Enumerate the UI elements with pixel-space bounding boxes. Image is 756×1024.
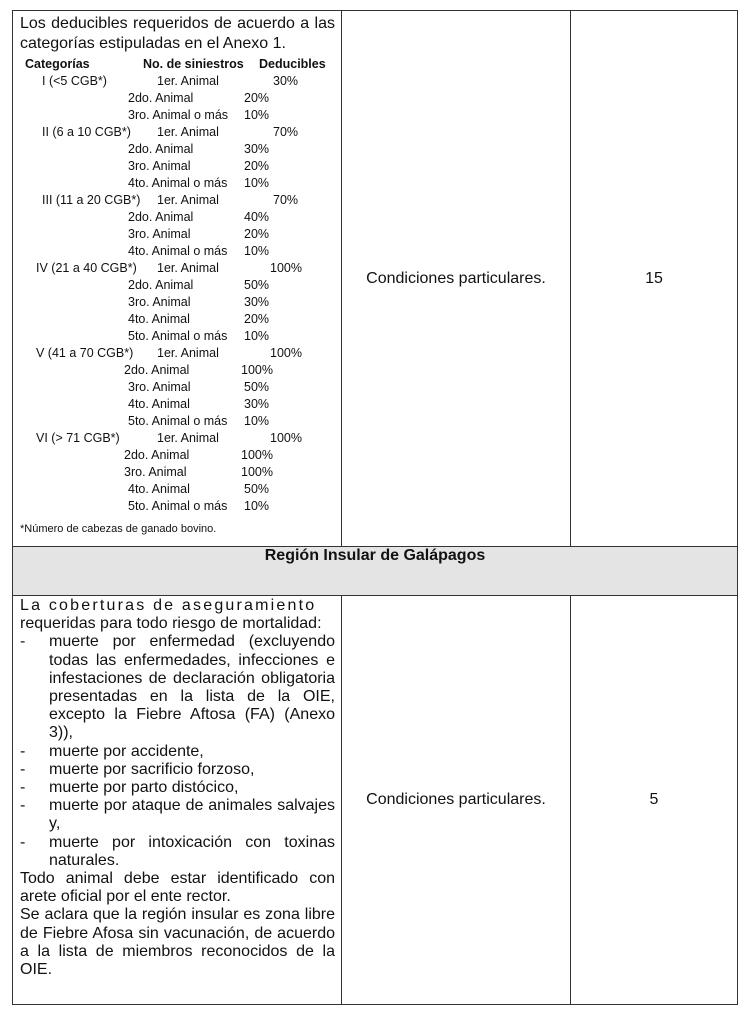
deductible-value: 50% [244, 482, 270, 496]
region-paragraph: Se aclara que la región insular es zona libre de Fiebre Afosa sin vacunación, de acuerdo a la lista de miembros reconocidos de la OIE. [20, 906, 335, 979]
deductible-claim: 2do. Animal [128, 210, 194, 224]
deductible-value: 10% [244, 329, 270, 343]
bullet-dash: - [20, 760, 26, 778]
number-value: 5 [649, 791, 659, 808]
deductible-value: 40% [244, 210, 270, 224]
deductible-claim: 1er. Animal [157, 193, 219, 207]
deductible-value: 70% [273, 125, 299, 139]
number-value: 15 [645, 269, 663, 287]
conditions-cell [342, 11, 571, 547]
deductible-claim: 3ro. Animal [128, 380, 191, 394]
deductible-claim: 4to. Animal [128, 312, 190, 326]
deductible-value: 10% [244, 108, 270, 122]
deductible-claim: 5to. Animal o más [128, 499, 228, 513]
coverage-item [20, 779, 335, 797]
deductible-value: 70% [273, 193, 299, 207]
deductible-claim: 2do. Animal [128, 278, 194, 292]
deductible-row [20, 464, 335, 481]
bullet-dash: - [20, 633, 26, 651]
deductibles-header [20, 56, 335, 73]
deductible-value: 30% [244, 397, 270, 411]
deductible-claim: 3ro. Animal [128, 159, 191, 173]
deductible-row [20, 396, 335, 413]
deductible-value: 50% [244, 380, 270, 394]
deductible-row [20, 311, 335, 328]
deductible-value: 10% [244, 499, 270, 513]
bullet-dash: - [20, 779, 26, 797]
deductible-row [20, 277, 335, 294]
coverage-item [20, 834, 335, 870]
deductible-claim: 2do. Animal [124, 363, 190, 377]
deductible-value: 10% [244, 176, 270, 190]
deductible-value: 100% [241, 363, 273, 377]
deductible-category: VI (> 71 CGB*) [36, 431, 120, 445]
deductible-row [20, 124, 335, 141]
deductible-claim: 1er. Animal [157, 74, 219, 88]
deductible-value: 20% [244, 159, 270, 173]
deductible-claim: 4to. Animal [128, 397, 190, 411]
deductible-value: 100% [270, 431, 302, 445]
bullet-dash: - [20, 833, 26, 851]
requirements-cell [13, 11, 342, 547]
deductible-claim: 2do. Animal [128, 142, 194, 156]
deductible-value: 10% [244, 414, 270, 428]
deductibles-rows [20, 73, 335, 515]
deductible-row [20, 345, 335, 362]
bullet-dash: - [20, 797, 26, 815]
coverage-item-text: muerte por ataque de animales salvajes y, [49, 797, 335, 833]
deductible-category: I (<5 CGB*) [42, 74, 107, 88]
deductible-value: 30% [244, 142, 270, 156]
deductible-row [20, 260, 335, 277]
deductible-row [20, 498, 335, 515]
deductibles-table [20, 56, 335, 515]
deductible-row [20, 175, 335, 192]
number-cell [571, 11, 738, 547]
deductible-value: 30% [244, 295, 270, 309]
coverage-list [20, 633, 335, 870]
conditions-text: Condiciones particulares. [366, 269, 546, 287]
section-header-row [13, 547, 738, 596]
deductible-value: 100% [241, 448, 273, 462]
deductible-value: 50% [244, 278, 270, 292]
deductible-row [20, 192, 335, 209]
identification-paragraph: Todo animal debe estar identificado con arete oficial por el ente rector. [20, 870, 335, 906]
bullet-dash: - [20, 742, 26, 760]
deductible-claim: 4to. Animal o más [128, 176, 228, 190]
deductible-row [20, 413, 335, 430]
deductible-category: IV (21 a 40 CGB*) [36, 261, 137, 275]
deductible-row [20, 447, 335, 464]
coverage-item-text: muerte por intoxicación con toxinas naturales. [49, 833, 335, 869]
header-categories: Categorías [25, 57, 90, 71]
deductible-row [20, 362, 335, 379]
deductible-row [20, 73, 335, 90]
coverage-cell [13, 596, 342, 1005]
deductible-claim: 4to. Animal o más [128, 244, 228, 258]
deductible-row [20, 379, 335, 396]
coverage-item [20, 743, 335, 761]
deductible-value: 20% [244, 91, 270, 105]
deductible-claim: 2do. Animal [128, 91, 194, 105]
deductible-row [20, 294, 335, 311]
deductible-row [20, 243, 335, 260]
deductible-row [20, 209, 335, 226]
table-row [13, 596, 738, 1005]
table-row [13, 11, 738, 547]
deductible-claim: 3ro. Animal [128, 227, 191, 241]
footnote: *Número de cabezas de ganado bovino. [20, 523, 217, 535]
coverage-intro: La coberturas de aseguramiento requeridas para todo riesgo de mortalidad: [20, 597, 322, 633]
deductible-row [20, 430, 335, 447]
deductible-category: V (41 a 70 CGB*) [36, 346, 134, 360]
deductible-claim: 1er. Animal [157, 261, 219, 275]
coverage-item-text: muerte por sacrificio forzoso, [49, 760, 255, 778]
deductible-row [20, 90, 335, 107]
coverage-item-text: muerte por accidente, [49, 742, 204, 760]
header-siniestros: No. de siniestros [143, 57, 244, 71]
deductible-value: 100% [270, 261, 302, 275]
deductible-row [20, 328, 335, 345]
deductible-claim: 3ro. Animal [124, 465, 187, 479]
deductible-value: 20% [244, 227, 270, 241]
number-cell [571, 596, 738, 1005]
deductible-row [20, 481, 335, 498]
deductible-value: 30% [273, 74, 299, 88]
deductible-row [20, 107, 335, 124]
deductible-claim: 1er. Animal [157, 431, 219, 445]
deductible-claim: 1er. Animal [157, 346, 219, 360]
deductible-value: 10% [244, 244, 270, 258]
deductible-claim: 4to. Animal [128, 482, 190, 496]
deductible-claim: 5to. Animal o más [128, 329, 228, 343]
coverage-item-text: muerte por parto distócico, [49, 779, 239, 797]
deductible-row [20, 141, 335, 158]
deductible-claim: 3ro. Animal [128, 295, 191, 309]
coverage-item-text: muerte por enfermedad (excluyendo todas las enfermedades, infecciones e infestaciones de declaración obligatoria presentadas en la lista de la OIE, excepto la Fiebre Aftosa (FA) (Anexo 3)), [49, 633, 335, 742]
deductible-claim: 2do. Animal [124, 448, 190, 462]
deductible-value: 20% [244, 312, 270, 326]
header-deducibles: Deducibles [259, 57, 326, 71]
coverage-item [20, 797, 335, 833]
deductible-claim: 5to. Animal o más [128, 414, 228, 428]
conditions-text: Condiciones particulares. [366, 791, 546, 808]
coverage-item [20, 633, 335, 742]
deductible-value: 100% [270, 346, 302, 360]
deductible-claim: 3ro. Animal o más [128, 108, 229, 122]
section-title: Región Insular de Galápagos [13, 547, 738, 596]
coverage-item [20, 761, 335, 779]
deductible-row [20, 158, 335, 175]
deductible-category: II (6 a 10 CGB*) [42, 125, 131, 139]
deductible-claim: 1er. Animal [157, 125, 219, 139]
deductible-value: 100% [241, 465, 273, 479]
conditions-cell [342, 596, 571, 1005]
deductible-row [20, 226, 335, 243]
deductibles-intro: Los deducibles requeridos de acuerdo a las categorías estipuladas en el Anexo 1. [20, 15, 335, 52]
deductible-category: III (11 a 20 CGB*) [42, 193, 141, 207]
insurance-table [12, 10, 738, 1005]
